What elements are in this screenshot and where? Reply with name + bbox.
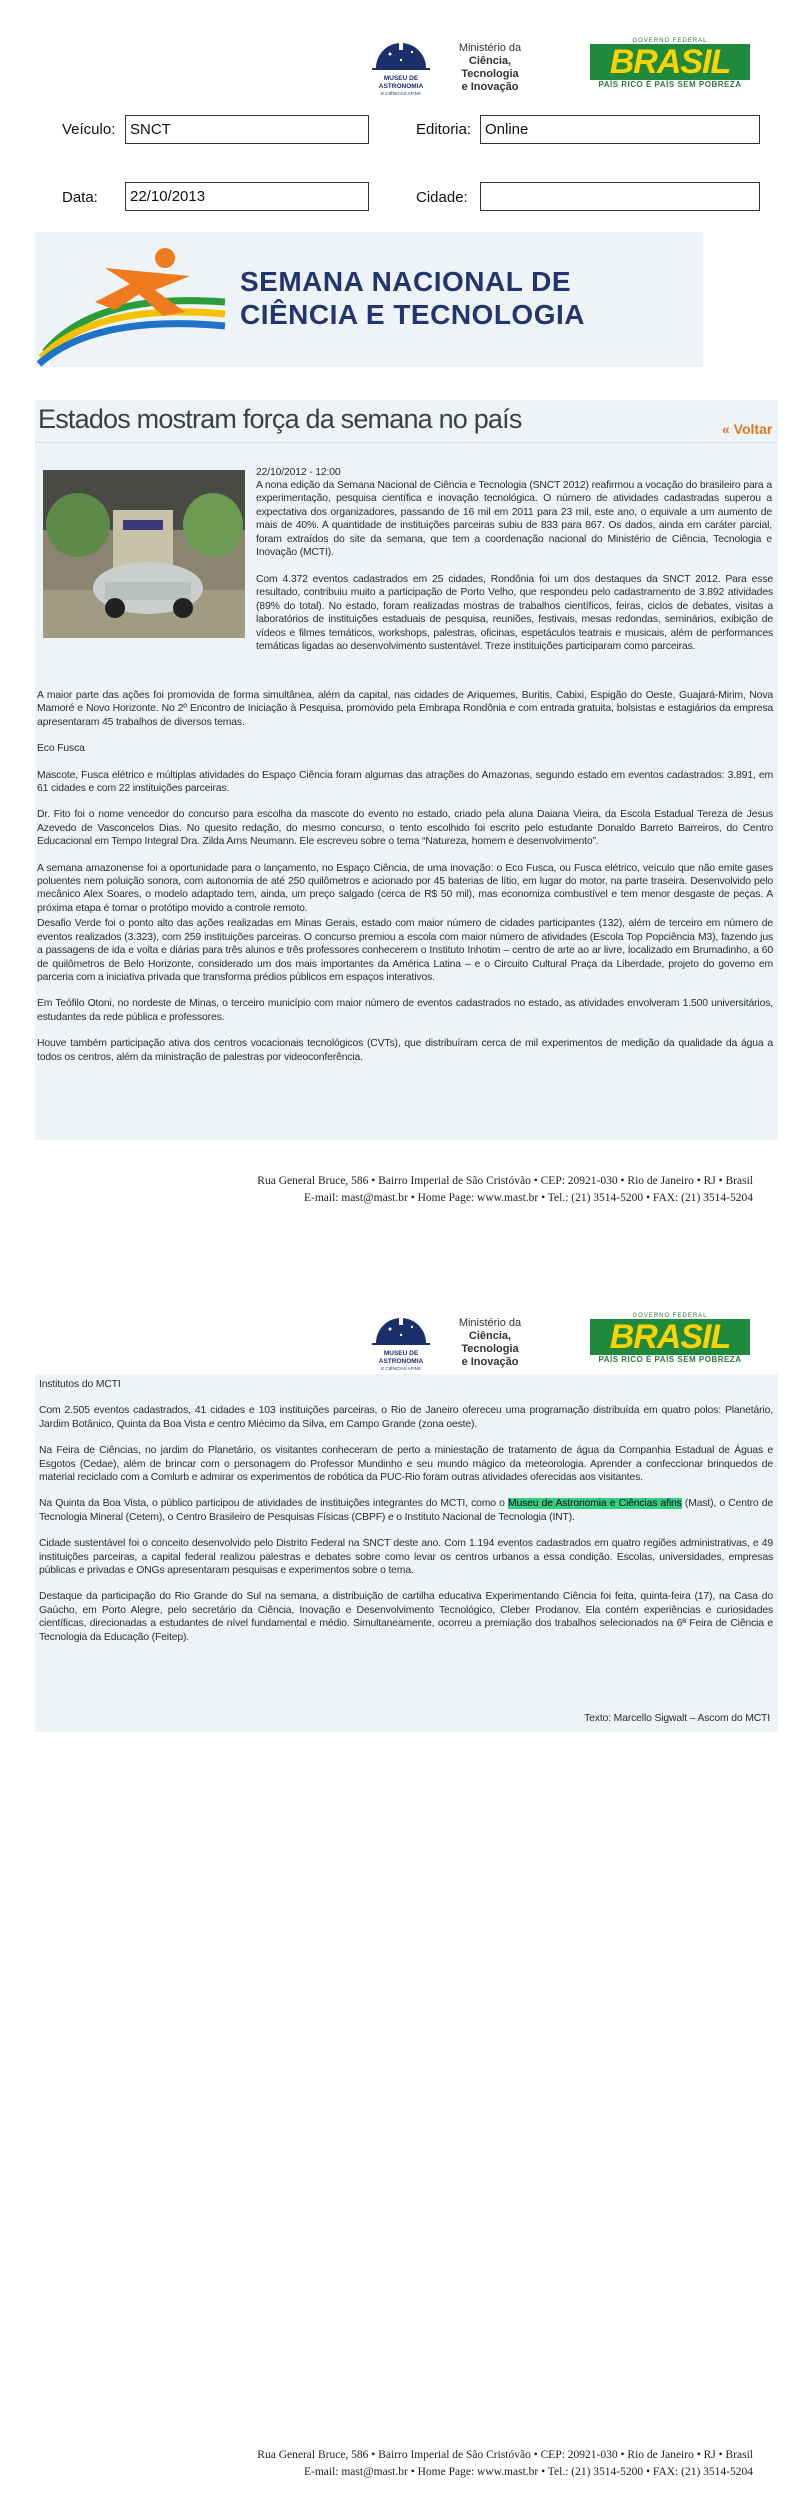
mast-link[interactable]: Museu de Astronomia e Ciências afins <box>507 1498 682 1510</box>
editoria-field[interactable]: Online <box>480 115 760 144</box>
article-paragraph: Na Feira de Ciências, no jardim do Planetário, os visitantes conheceram de perto a miniestação de tratamento de água da Companhia Estadual de Águas e Esgotos (Cedae), além de brincar com o personagem do Professor Mundinho e seu mundo mágico da meteorologia. Aprender a confeccionar brinquedos de material reciclado com a Comlurb e admirar os experimentos de robótica da PUC-Rio foram outras atividades oferecidas aos visitantes. <box>39 1445 773 1484</box>
footer-address: Rua General Bruce, 586 • Bairro Imperial de São Cristóvão • CEP: 20921-030 • Rio de Janeiro • RJ • Brasil <box>257 2449 753 2461</box>
veiculo-field[interactable]: SNCT <box>125 115 369 144</box>
article-paragraph: Em Teófilo Otoni, no nordeste de Minas, o terceiro município com maior número de eventos cadastrados no estado, as atividades envolveram 1.500 universitários, estudantes da rede pública e professores. <box>37 998 773 1023</box>
brasil-logo: GOVERNO FEDERAL BRASIL PAÍS RICO É PAÍS SEM POBREZA <box>590 38 750 89</box>
data-label: Data: <box>62 189 98 206</box>
address-footer-page2 <box>150 2447 753 2481</box>
article-subheading: Institutos do MCTI <box>39 1379 121 1390</box>
mast-dome-icon <box>370 1305 432 1345</box>
article-paragraph: Houve também participação ativa dos centros vocacionais tecnológicos (CVTs), que distribuíram cerca de mil experimentos de medição da qualidade da água a todos os centros, além da ministração de palestras por videoconferência. <box>37 1038 773 1063</box>
back-link[interactable]: « Voltar <box>722 421 773 437</box>
article-paragraph: A semana amazonense foi a oportunidade para o lançamento, no Espaço Ciência, de uma inovação: o Eco Fusca, ou Fusca elétrico, veículo que não emite gases poluentes nem poluição sonora, com autonomia de até 250 quilômetros e acionado por 45 baterias de lítio, em lugar do motor, na parte traseira. Desenvolvido pelo mecânico Alex Soares, o modelo adaptado tem, ainda, um preço salgado (cerca de R$ 50 mil), mas economiza combustível e tem menor desgaste de peças. A próxima etapa é tornar o protótipo movido a controle remoto. <box>37 862 773 914</box>
article-paragraph: Com 4.372 eventos cadastrados em 25 cidades, Rondônia foi um dos destaques da SNCT 2012. Para esse resultado, contribuiu muito a participação de Porto Velho, que respondeu pelo cadastramento de 3.892 atividades (89% do total). No estado, foram realizadas mostras de trabalhos científicos, feiras, ciclos de debates, visitas a laboratórios de instituições estaduais de pesquisa, reuniões, festivais, mesas redondas, seminários, exibição de vídeos e filmes temáticos, workshops, palestras, oficinas, espetáculos teatrais e musicais, além de performances temáticas ligadas ao desenvolvimento sustentável. Treze instituições participaram como parceiras. <box>256 574 773 653</box>
article-paragraph: Cidade sustentável foi o conceito desenvolvido pelo Distrito Federal na SNCT deste ano. Com 1.194 eventos cadastrados em quatro regiões administrativas, e 49 instituições parceiras, a capital federal realizou palestras e debates sobre como levar os centros urbanos a essa condição. Escolas, universidades, empresas públicas e privadas e ONGs apresentaram pesquisas e experimentos sobre o tema. <box>39 1538 773 1577</box>
footer-contact: E-mail: mast@mast.br • Home Page: www.mast.br • Tel.: (21) 3514-5200 • FAX: (21) 3514-5204 <box>303 2466 753 2478</box>
article-body-page2 <box>39 1378 773 1657</box>
article-paragraph: Dr. Fito foi o nome vencedor do concurso para escolha da mascote do evento no estado, criado pela aluna Daiana Vieira, da Escola Estadual Tereza de Jesus Azevedo de Vasconcelos Dias. No quesito redação, do mesmo concurso, o tento escolhido foi escrito pelo estudante Donaldo Barreto Barreiros, do Centro Educacional em Tempo Integral Dra. Zilda Arns Neumann. Ele escreveu sobre o tema “Natureza, homem e desenvolvimento”. <box>37 809 773 848</box>
article-paragraph: Desafio Verde foi o ponto alto das ações realizadas em Minas Gerais, estado com maior número de cidades participantes (132), além de terceiro em número de eventos realizados (3.323), com 259 instituições parceiras. O concurso premiou a escola com maior número de atividades (Escola Top Popciência M3), fazendo jus a passagens de ida e volta e diárias para três alunos e três professores conhecerem o Instituto Inhotim – centro de arte ao ar livre, localizado em Brumadinho, a 60 de quilômetros de Belo Horizonte, considerado um dos mais importantes da América Latina – e o Circuito Cultural Praça da Liberdade, projeto do governo em parceria com a iniciativa privada que transforma prédios públicos em espaços interativos. <box>37 918 773 983</box>
article-paragraph: A nona edição da Semana Nacional de Ciência e Tecnologia (SNCT 2012) reafirmou a vocação do brasileiro para a experimentação, pesquisa científica e inovação tecnológica. O número de atividades cadastradas superou a expectativa dos organizadores, passando de 16 mil em 2011 para 23 mil, este ano, o equivale a um aumento de mais de 40%. A quantidade de instituições parceiras subiu de 833 para 867. Os dados, ainda em caráter parcial, foram extraídos do site da semana, que tem a coordenação nacional do Ministério de Ciência, Tecnologia e Inovação (MCTI). <box>256 480 772 559</box>
header-logos-page2 <box>370 1305 760 1371</box>
article-paragraph: A maior parte das ações foi promovida de forma simultânea, além da capital, nas cidades de Ariquemes, Buritis, Cabixi, Espigão do Oeste, Guajará-Mirim, Nova Mamoré e Novo Horizonte. No 2º Encontro de Iniciação à Pesquisa, promovido pela Embrapa Rondônia e com entrada gratuita, bolsistas e estagiários da empresa apresentaram 45 trabalhos de diversos temas. <box>37 690 773 728</box>
article-paragraph: Destaque da participação do Rio Grande do Sul na semana, a distribuição de cartilha educativa Experimentando Ciência foi feita, quinta-feira (17), na Casa do Gaúcho, em Porto Alegre, pelo secretário da Ciência, Inovação e Desenvolvimento Tecnológico, Cleber Prodanov. Ela contém experiências e curiosidades científicas, direcionadas a estudantes de nível fundamental e médio. Simultaneamente, ocorreu a premiação dos trabalhos selecionados na 6ª Feira de Ciência e Tecnologia da Educação (Feitep). <box>39 1591 773 1643</box>
brasil-wordmark: BRASIL <box>590 44 750 80</box>
banner-title-line2: CIÊNCIA E TECNOLOGIA <box>240 299 585 330</box>
header-logos <box>370 30 760 96</box>
data-field[interactable]: 22/10/2013 <box>125 182 369 211</box>
article-headline: Estados mostram força da semana no país <box>38 404 522 434</box>
article-paragraph: Com 2.505 eventos cadastrados, 41 cidades e 103 instituições parceiras, o Rio de Janeiro ofereceu uma programação distribuída em quatro polos: Planetário, Jardim Botânico, Quinta da Boa Vista e centro Miécimo da Silva, em Campo Grande (zona oeste). <box>39 1405 773 1430</box>
mast-logo-name: MUSEU DE ASTRONOMIA <box>378 75 424 90</box>
editoria-label: Editoria: <box>416 121 472 138</box>
snct-banner <box>35 232 703 367</box>
article-subheading: Eco Fusca <box>37 743 85 755</box>
mast-logo-sub: E CIÊNCIAS AFINS <box>381 91 421 96</box>
footer-address: Rua General Bruce, 586 • Bairro Imperial de São Cristóvão • CEP: 20921-030 • Rio de Janeiro • RJ • Brasil <box>257 1175 753 1187</box>
veiculo-label: Veículo: <box>62 121 116 138</box>
article-paragraph: Na Quinta da Boa Vista, o público participou de atividades de instituições integrantes do MCTI, como o Museu de Astronomia e Ciências afins (Mast), o Centro de Tecnologia Mineral (Cetem), o Centro Brasileiro de Pesquisas Físicas (CBPF) e o Instituto Nacional de Tecnologia (INT). <box>39 1498 773 1523</box>
banner-title-line1: SEMANA NACIONAL DE <box>240 266 572 297</box>
headline-divider <box>35 442 778 443</box>
cidade-field[interactable] <box>480 182 760 211</box>
article-credit: Texto: Marcello Sigwalt – Ascom do MCTI <box>584 1713 770 1724</box>
snct-runner-logo-icon <box>35 232 235 367</box>
mast-dome-icon <box>370 30 432 70</box>
mast-logo: MUSEU DE ASTRONOMIA E CIÊNCIAS AFINS <box>370 1305 432 1365</box>
brasil-wordmark: BRASIL <box>590 1319 750 1355</box>
article-datetime: 22/10/2012 - 12:00 <box>256 467 341 478</box>
ministry-name: Ministério da Ciência, Tecnologia e Inovação <box>458 1317 522 1368</box>
footer-contact: E-mail: mast@mast.br • Home Page: www.mast.br • Tel.: (21) 3514-5200 • FAX: (21) 3514-5204 <box>303 1192 753 1204</box>
ministry-name: Ministério da Ciência, Tecnologia e Inovação <box>458 42 522 93</box>
mast-logo <box>370 30 432 96</box>
brasil-logo: GOVERNO FEDERAL BRASIL PAÍS RICO É PAÍS SEM POBREZA <box>590 1313 750 1364</box>
article-body <box>37 689 773 1077</box>
address-footer <box>150 1173 753 1207</box>
cidade-label: Cidade: <box>416 189 468 206</box>
article-paragraph: Mascote, Fusca elétrico e múltiplas atividades do Espaço Ciência foram algumas das atrações do Amazonas, segundo estado em eventos cadastrados: 3.891, em 61 cidades e com 22 instituições parceiras. <box>37 769 773 795</box>
